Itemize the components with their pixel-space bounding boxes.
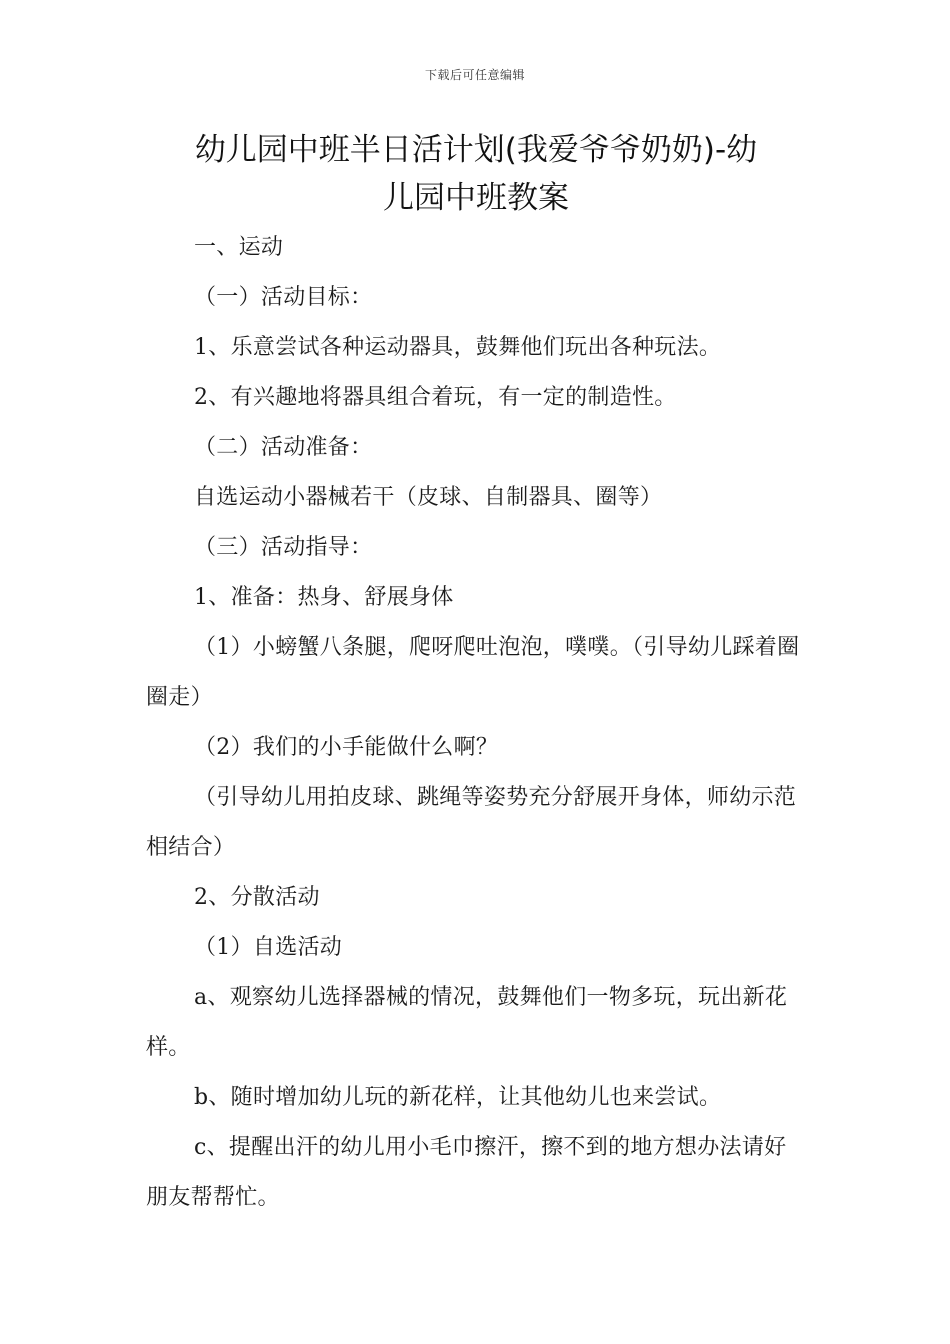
paragraph: （一）活动目标： xyxy=(194,285,373,310)
paragraph: 2、有兴趣地将器具组合着玩，有一定的制造性。 xyxy=(194,385,677,410)
paragraph: 1、乐意尝试各种运动器具，鼓舞他们玩出各种玩法。 xyxy=(194,335,722,360)
paragraph: b、随时增加幼儿玩的新花样，让其他幼儿也来尝试。 xyxy=(194,1085,722,1110)
document-body xyxy=(146,223,808,1223)
paragraph: （三）活动指导： xyxy=(194,535,373,560)
title-line-2: 儿园中班教案 xyxy=(383,180,569,216)
paragraph: （1）小螃蟹八条腿，爬呀爬吐泡泡，噗噗。（引导幼儿踩着圈圈走） xyxy=(146,635,800,710)
paragraph: a、观察幼儿选择器械的情况，鼓舞他们一物多玩，玩出新花样。 xyxy=(146,985,788,1060)
paragraph: （引导幼儿用拍皮球、跳绳等姿势充分舒展开身体，师幼示范相结合） xyxy=(146,785,797,860)
header-note: 下载后可任意编辑 xyxy=(424,68,525,82)
paragraph: 1、准备：热身、舒展身体 xyxy=(194,585,454,610)
document-title xyxy=(146,126,806,222)
paragraph: 2、分散活动 xyxy=(194,885,320,910)
paragraph: （二）活动准备： xyxy=(194,435,373,460)
paragraph: c、提醒出汗的幼儿用小毛巾擦汗，擦不到的地方想办法请好朋友帮帮忙。 xyxy=(146,1135,787,1210)
title-line-1: 幼儿园中班半日活计划(我爱爷爷奶奶)-幼 xyxy=(194,132,758,168)
paragraph: （2）我们的小手能做什么啊？ xyxy=(194,735,499,760)
paragraph: （1）自选活动 xyxy=(194,935,343,960)
paragraph: 一、运动 xyxy=(194,235,284,260)
paragraph: 自选运动小器械若干（皮球、自制器具、圈等） xyxy=(194,485,663,510)
